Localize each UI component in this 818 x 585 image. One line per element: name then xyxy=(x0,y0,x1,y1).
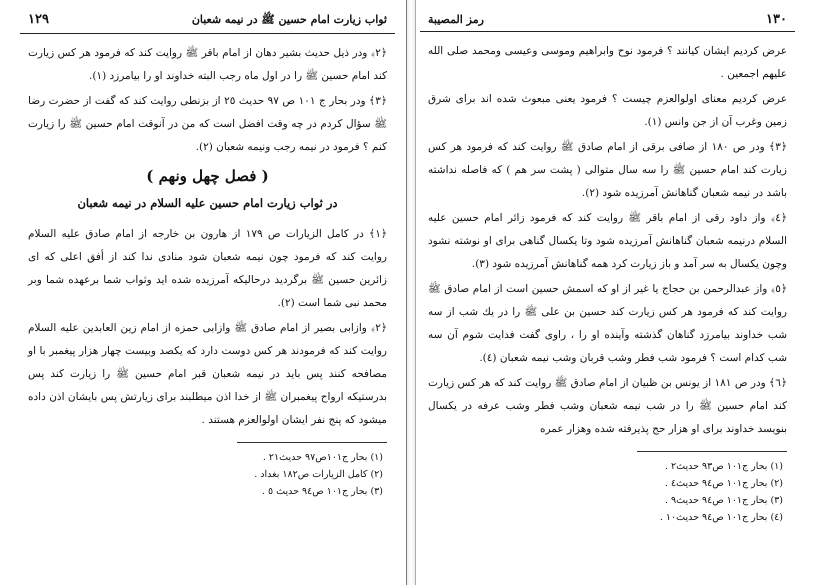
right-running-head xyxy=(420,8,795,32)
right-footnote-3: (٣) بحار ج١٠١ ص٩٤ حديث٩ . xyxy=(664,495,783,506)
left-page xyxy=(20,8,395,578)
right-footnote-4: (٤) بحار ج١٠١ ص٩٤ حديث١٠ . xyxy=(659,512,783,523)
left-header-title: ثواب زيارت امام حسين ﷺ در نيمه شعبان xyxy=(191,13,387,26)
chapter-heading: ( فصل چهل ونهم ) xyxy=(146,167,269,185)
right-paragraph-2: عرض كرديم معناى اولوالعزم چيست ؟ فرمود يعنى مبعوث شده اند براى شرق زمين وغرب آن از جن وانس (١). xyxy=(428,93,787,128)
left-footnotes xyxy=(20,449,395,500)
left-paragraph-4: ﴿٢﴾ وازابى بصير از امام صادق ﷺ وازابى حمزه از امام زين العابدين عليه السلام روايت كند كه فرمودند هر كس دوست دارد كه يكصد وبيست چهار هزار پيغمبر با او مصافحه كنند پس بايد در نيمه شعبان قبر امام حسين ﷺ را زيارت كند پس بدرستيكه ارواح پيغمبران ﷺ از خدا اذن ميطلبند براى زيارتش پس بايشان اذن داده ميشود كه پنج نفر ايشان اولوالعزم هستند . xyxy=(28,322,387,426)
right-header-title: رمز المصيبة xyxy=(428,13,484,26)
left-footnote-3: (٣) بحار ج١٠١ ص٩٤ حديث ٥ . xyxy=(261,486,383,497)
chapter-subheading: در ثواب زيارت امام حسين عليه السلام در نيمه شعبان xyxy=(77,196,338,210)
right-page xyxy=(420,8,795,578)
right-page-number: ١٣٠ xyxy=(766,12,787,27)
right-paragraph-6: ﴿٦﴾ ودر ص ١٨١ از يونس بن ظبيان از امام صادق ﷺ روايت كند كه هر كس زيارت كند امام حسين ﷺ را در شب نيمه شعبان وشب فطر وشب عرفه در يكسال بنويسد خداوند براى او هزار حج پذيرفته شده وهزار عمره xyxy=(428,377,787,435)
left-page-number: ١٢٩ xyxy=(28,12,49,27)
left-paragraph-3: ﴿١﴾ در كامل الزيارات ص ١٧٩ از هارون بن خارجه از امام صادق عليه السلام روايت كند كه فرمود چون نيمه شعبان شود منادى ندا كند از أفق اعلى كه اى زائرين حسين ﷺ برگرديد درحاليكه آمرزيده شده ايد وثواب شما برعهده شما وبر محمد نبى شما است (٢). xyxy=(28,228,387,309)
right-paragraph-4: ﴿٤﴾ واز داود رقى از امام باقر ﷺ روايت كند كه فرمود زائر امام حسين عليه السلام درنيمه شعبان گناهانش آمرزيده شود وتا يكسال گناهى براى او نوشته نشود وچون يكسال به سر آمد و باز زيارت كرد همه گناهانش آمرزيده شود (٣). xyxy=(428,212,787,270)
right-footnote-1: (١) بحار ج١٠١ ص٩٣ حديث٢ . xyxy=(664,461,783,472)
book-spine xyxy=(406,0,416,585)
left-paragraph-2: ﴿٣﴾ ودر بحار ج ١٠١ ص ٩٧ حديث ٢٥ از بزنطى روايت كند كه گفت از حضرت رضا ﷺ سؤال كردم در چه وقت افضل است كه من در آنوقت امام حسين ﷺ را زيارت كنم ؟ فرمود در نيمه رجب ونيمه شعبان (٢). xyxy=(28,95,388,153)
left-page-body xyxy=(20,34,395,432)
left-footnote-2: (٢) كامل الزيارات ص١٨٢ بغداد . xyxy=(254,469,383,480)
right-paragraph-3: ﴿٣﴾ ودر ص ١٨٠ از صافى برقى از امام صادق ﷺ روايت كند كه فرمود هر كس زيارت كند امام حسين ﷺ را سه سال متوالى ( پشت سر هم ) كه فاصله نداشته باشد در نيمه شعبان گناهانش آمرزيده شود (٢). xyxy=(428,141,787,199)
right-paragraph-1: عرض كرديم ايشان كيانند ؟ فرمود نوح وابراهيم وموسى وعيسى ومحمد صلى الله عليهم اجمعين . xyxy=(428,45,787,80)
right-page-body xyxy=(420,32,795,441)
left-footnote-rule xyxy=(237,442,387,443)
right-footnotes xyxy=(420,458,795,526)
right-paragraph-5: ﴿٥﴾ واز عبدالرحمن بن حجاج يا غير از او كه اسمش حسين است از امام صادق ﷺ روايت كند كه فرمود هر كس زيارت كند حسين بن على ﷺ را در يك شب از سه شب خداوند بيامرزد گناهان گذشته وآينده او را ، راوى گفت فدايت شوم آن سه شب كدام است ؟ فرمود شب فطر وشب قربان وشب نيمه شعبان (٤). xyxy=(428,283,787,364)
left-footnote-1: (١) بحار ج١٠١ص٩٧ حديث٢١ . xyxy=(262,452,383,463)
left-paragraph-1: ﴿٢﴾ ودر ذيل حديث بشير دهان از امام باقر ﷺ روايت كند كه فرمود هر كس زيارت كند امام حسين ﷺ را در اول ماه رجب البته خداوند او را بيامرزد (١). xyxy=(28,47,387,82)
right-footnote-rule xyxy=(637,451,787,452)
left-running-head xyxy=(20,8,395,34)
right-footnote-2: (٢) بحار ج١٠١ ص٩٤ حديث٤ . xyxy=(664,478,783,489)
